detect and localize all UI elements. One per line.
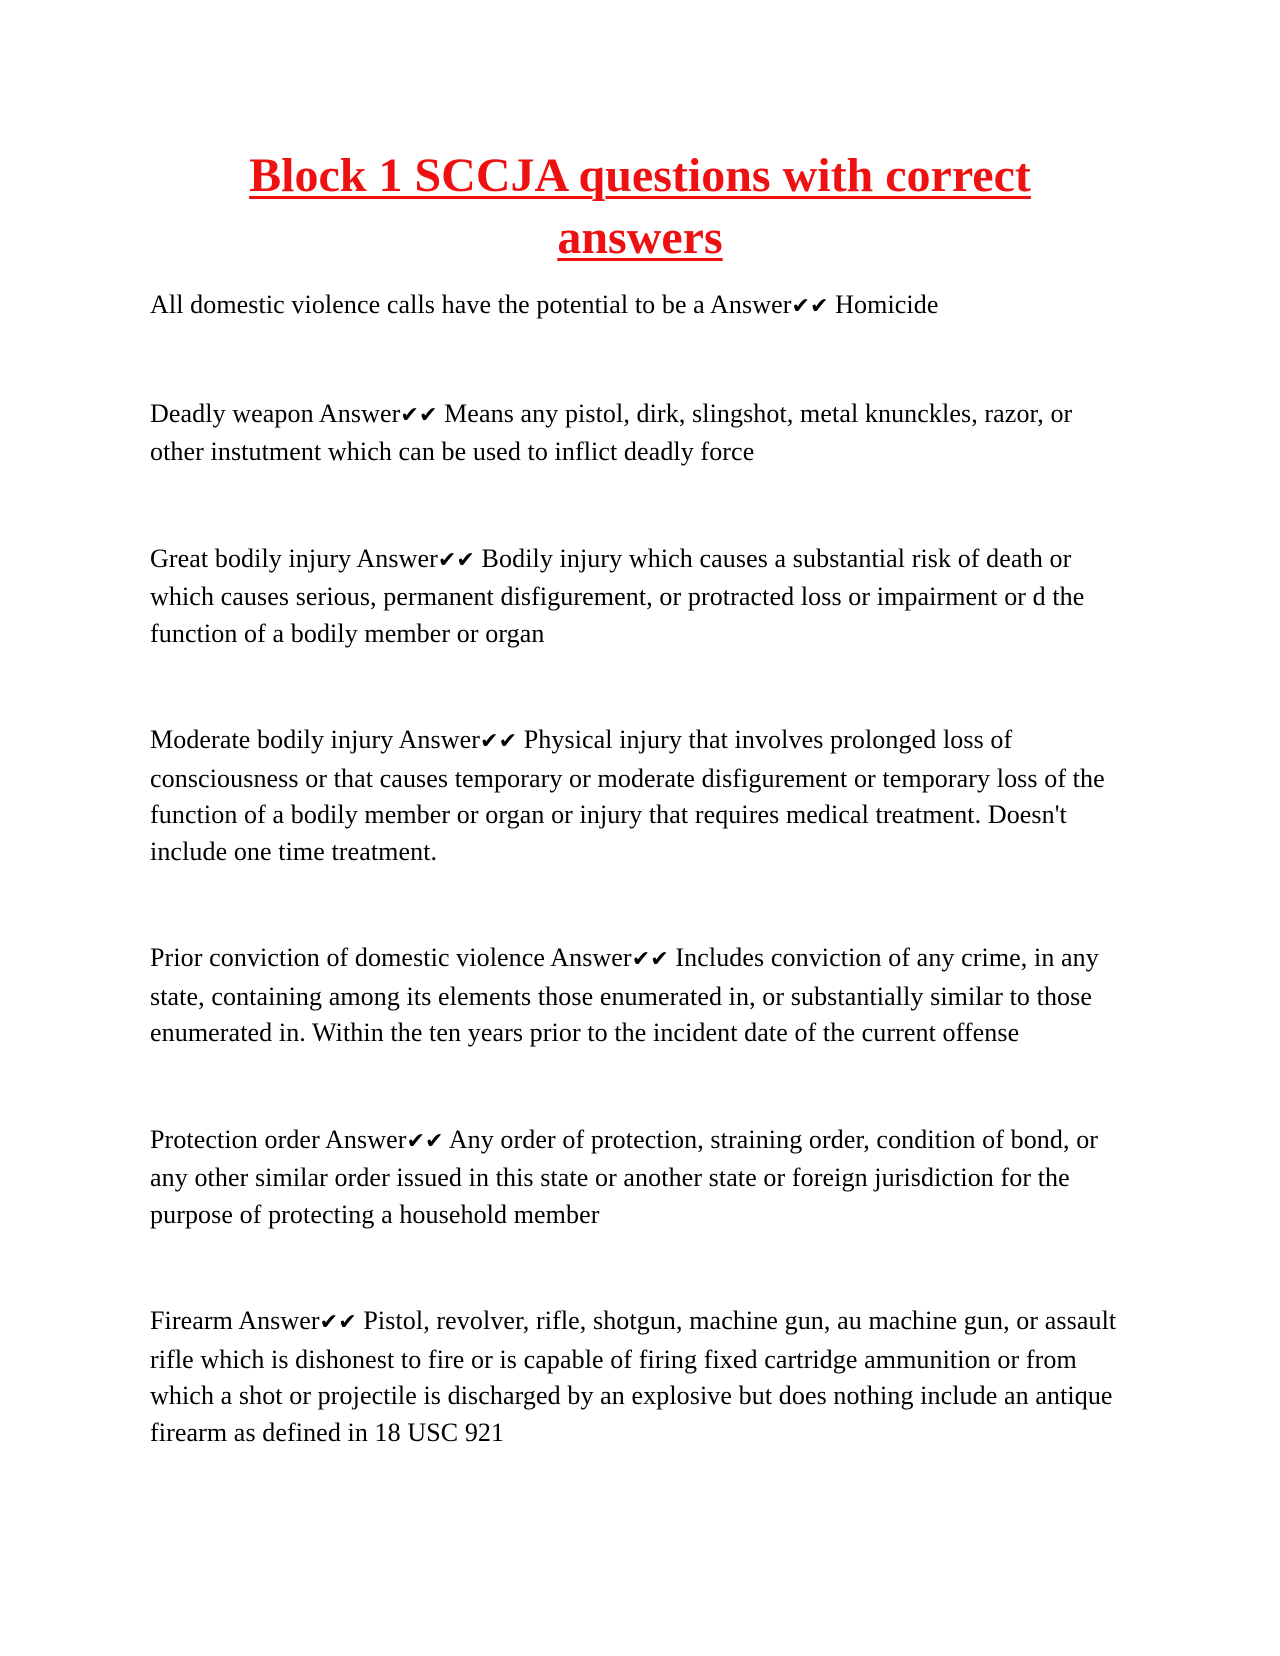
question-term: All domestic violence calls have the potential to be a xyxy=(150,290,705,319)
answer-marker: Answer xyxy=(238,1306,320,1335)
answer-marker: Answer xyxy=(550,943,632,972)
double-check-icon: ✔✔ xyxy=(631,947,669,972)
answer-text: Any order of protection, straining order, condition of bond, or any other similar order issued in this state or another state or foreign jurisdiction for the purpose of protecting a household member xyxy=(150,1124,1099,1229)
question-term: Great bodily injury xyxy=(150,543,352,573)
question-term: Moderate bodily injury xyxy=(150,725,394,754)
double-check-icon: ✔✔ xyxy=(480,729,518,754)
answer-marker: Answer xyxy=(356,543,438,573)
question-term: Firearm xyxy=(150,1306,234,1335)
double-check-icon: ✔✔ xyxy=(437,547,475,573)
document-page xyxy=(150,145,1130,1451)
qa-entry xyxy=(150,1122,1130,1234)
answer-marker: Answer xyxy=(325,1124,407,1154)
answer-text: Physical injury that involves prolonged loss of consciousness or that causes temporary or moderate disfigurement or temporary loss of the function of a bodily member or organ or injury that requires medical treatment. Doesn't include one time treatment. xyxy=(150,725,1105,866)
qa-entry xyxy=(150,396,1130,471)
double-check-icon: ✔✔ xyxy=(319,1310,357,1335)
double-check-icon: ✔✔ xyxy=(400,402,438,428)
answer-text: Bodily injury which causes a substantial risk of death or which causes serious, permanent disfigurement, or protracted loss or impairment or d the function of a bodily member or organ xyxy=(150,543,1085,648)
question-term: Deadly weapon xyxy=(150,398,314,428)
answer-marker: Answer xyxy=(318,398,401,428)
question-term: Prior conviction of domestic violence xyxy=(150,943,546,972)
qa-entry xyxy=(150,722,1130,870)
double-check-icon: ✔✔ xyxy=(791,294,829,319)
answer-text: Pistol, revolver, rifle, shotgun, machine gun, au machine gun, or assault rifle which is dishonest to fire or is capable of firing fixed cartridge ammunition or from which a shot or projectile is discharged by an explosive but does nothing include an antique firearm as defined in 18 USC 921 xyxy=(150,1306,1117,1447)
qa-entry xyxy=(150,287,1130,326)
document-title: Block 1 SCCJA questions with correct answers xyxy=(249,149,1031,264)
question-term: Protection order xyxy=(150,1124,320,1154)
answer-text: Homicide xyxy=(835,290,939,319)
answer-text: Means any pistol, dirk, slingshot, metal knunckles, razor, or other instutment which can be used to inflict deadly force xyxy=(150,398,1073,466)
answer-text: Includes conviction of any crime, in any state, containing among its elements those enumerated in, or substantially similar to those enumerated in. Within the ten years prior to the incident date of the current offense xyxy=(150,943,1099,1047)
qa-entry xyxy=(150,940,1130,1052)
answer-marker: Answer xyxy=(398,725,481,754)
qa-list xyxy=(150,287,1130,1451)
qa-entry xyxy=(150,541,1130,653)
answer-marker: Answer xyxy=(710,290,792,319)
qa-entry xyxy=(150,1303,1130,1451)
double-check-icon: ✔✔ xyxy=(406,1128,444,1154)
